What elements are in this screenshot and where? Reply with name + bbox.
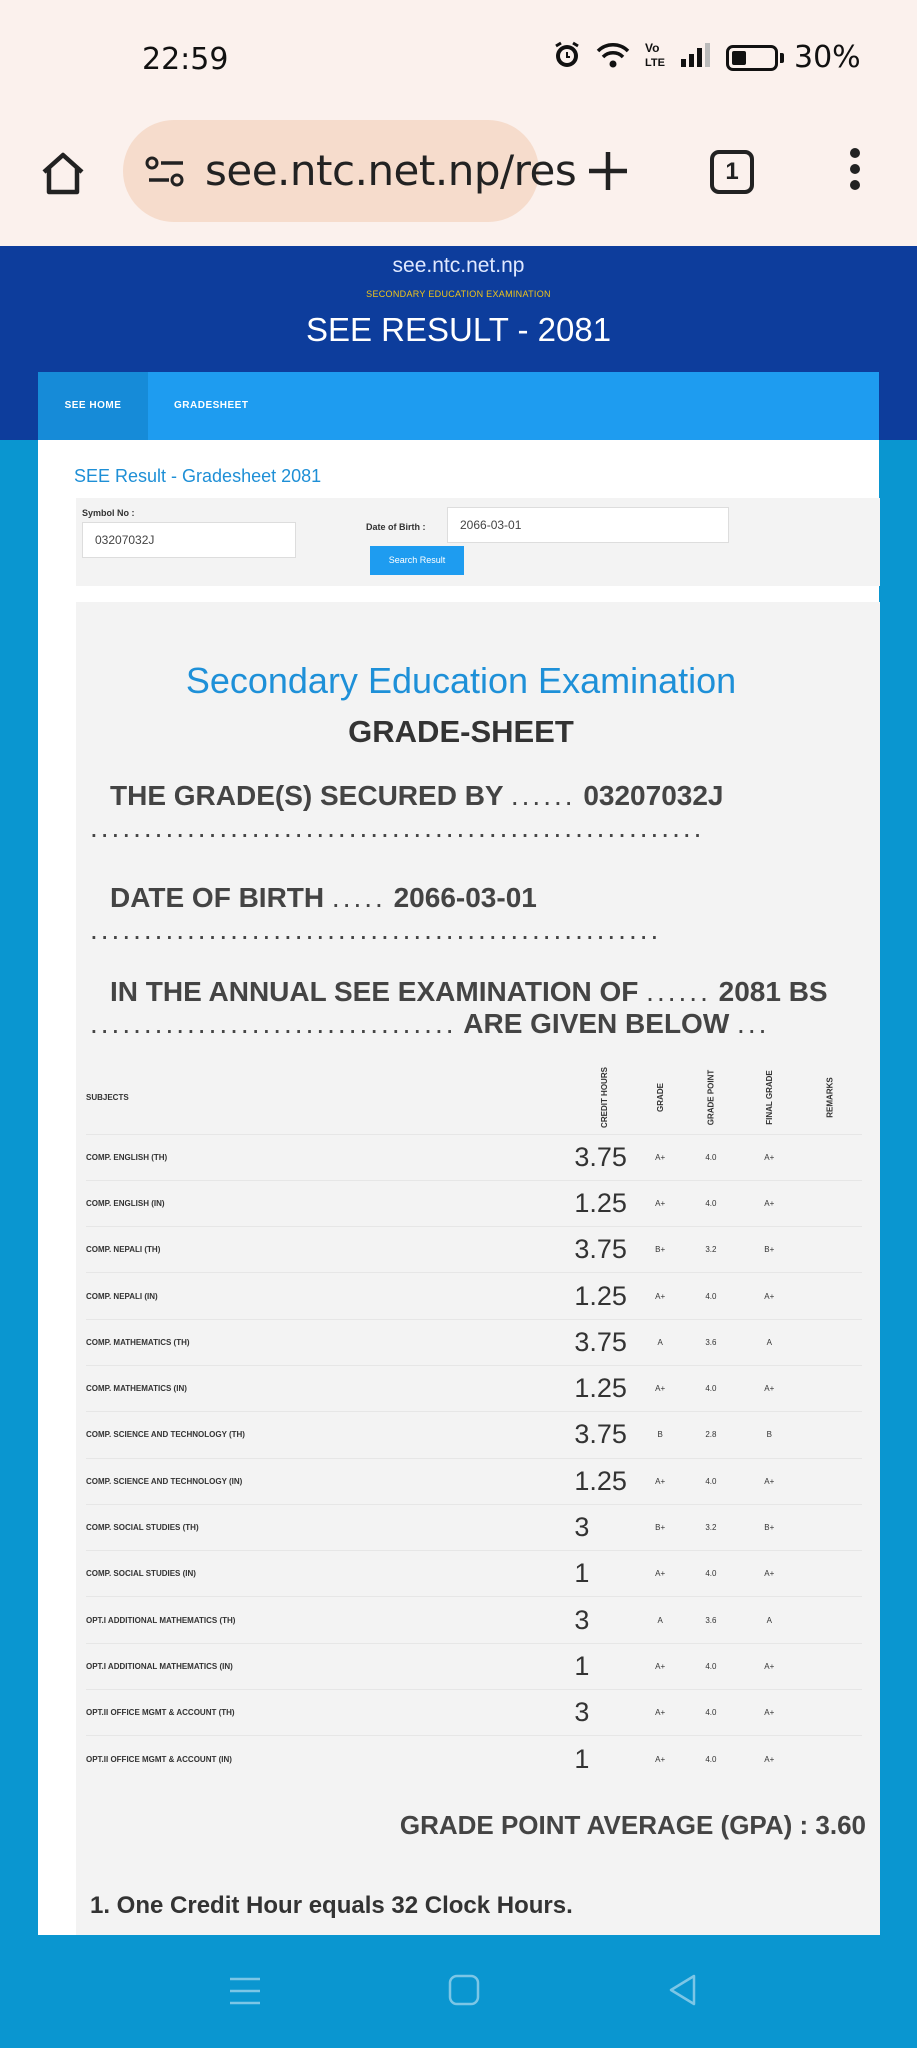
table-row — [86, 1319, 862, 1365]
final-grade-cell: A+ — [740, 1690, 798, 1736]
gradesheet — [76, 602, 880, 1935]
credit-hours-cell: 1 — [574, 1643, 639, 1689]
grades-table — [86, 1062, 862, 1782]
col-final-grade: FINAL GRADE — [764, 1070, 774, 1126]
gradesheet-heading: Secondary Education Examination — [185, 660, 737, 701]
wifi-icon — [596, 40, 630, 75]
site-header — [0, 246, 917, 372]
table-row — [86, 1551, 862, 1597]
nav-see-home[interactable]: SEE HOME — [38, 372, 148, 440]
remarks-cell — [798, 1690, 862, 1736]
status-time: 22:59 — [142, 42, 229, 77]
remarks-cell — [798, 1643, 862, 1689]
table-row — [86, 1134, 862, 1180]
final-grade-cell: A+ — [740, 1736, 798, 1782]
grade-point-cell: 4.0 — [681, 1365, 740, 1411]
table-row — [86, 1458, 862, 1504]
subject-cell: COMP. ENGLISH (IN) — [86, 1180, 574, 1226]
remarks-cell — [798, 1273, 862, 1319]
nav-gradesheet[interactable]: GRADESHEET — [174, 400, 249, 411]
subject-cell: COMP. MATHEMATICS (IN) — [86, 1365, 574, 1411]
final-grade-cell: A+ — [740, 1134, 798, 1180]
grade-point-cell: 3.2 — [681, 1504, 740, 1550]
table-row — [86, 1412, 862, 1458]
final-grade-cell: A+ — [740, 1180, 798, 1226]
grade-cell: B+ — [639, 1504, 681, 1550]
grade-cell: A+ — [639, 1643, 681, 1689]
exam-line: IN THE ANNUAL SEE EXAMINATION OF ...... 2081 BS .................................. ARE GIVEN BELOW ... — [90, 976, 828, 1039]
remarks-cell — [798, 1458, 862, 1504]
grade-cell: A+ — [639, 1690, 681, 1736]
col-remarks: REMARKS — [825, 1077, 835, 1118]
site-nav — [38, 372, 879, 440]
symbol-value: 03207032J — [583, 780, 724, 811]
grade-cell: A+ — [639, 1134, 681, 1180]
credit-hours-cell: 3 — [574, 1690, 639, 1736]
grade-cell: A — [639, 1319, 681, 1365]
subject-cell: COMP. MATHEMATICS (TH) — [86, 1319, 574, 1365]
more-menu-icon[interactable] — [845, 148, 865, 196]
home-nav-icon[interactable] — [447, 1973, 481, 2012]
credit-hours-cell: 1.25 — [574, 1365, 639, 1411]
gradesheet-subheading: GRADE-SHEET — [348, 714, 574, 749]
grade-cell: A+ — [639, 1458, 681, 1504]
credit-hours-cell: 3.75 — [574, 1319, 639, 1365]
table-row — [86, 1690, 862, 1736]
remarks-cell — [798, 1597, 862, 1643]
grade-point-cell: 3.6 — [681, 1597, 740, 1643]
remarks-cell — [798, 1180, 862, 1226]
gpa-line: GRADE POINT AVERAGE (GPA) : 3.60 — [399, 1810, 866, 1840]
subject-cell: COMP. SOCIAL STUDIES (IN) — [86, 1551, 574, 1597]
credit-hours-cell: 3.75 — [574, 1227, 639, 1273]
svg-text:Vo: Vo — [645, 41, 660, 55]
grade-point-cell: 4.0 — [681, 1690, 740, 1736]
table-header — [86, 1062, 862, 1134]
credit-hours-cell: 1.25 — [574, 1180, 639, 1226]
remarks-cell — [798, 1134, 862, 1180]
final-grade-cell: A+ — [740, 1643, 798, 1689]
svg-text:LTE: LTE — [645, 57, 665, 69]
grade-cell: B — [639, 1412, 681, 1458]
final-grade-cell: B+ — [740, 1504, 798, 1550]
site-title: SEE RESULT - 2081 — [305, 311, 612, 348]
secured-by-line: THE GRADE(S) SECURED BY ...... 03207032J ......................................................... — [90, 780, 724, 843]
final-grade-cell: B — [740, 1412, 798, 1458]
final-grade-cell: A+ — [740, 1365, 798, 1411]
subject-cell: COMP. ENGLISH (TH) — [86, 1134, 574, 1180]
grade-point-cell: 4.0 — [681, 1273, 740, 1319]
breadcrumb[interactable]: SEE Result - Gradesheet 2081 — [74, 466, 322, 486]
final-grade-cell: A — [740, 1597, 798, 1643]
alarm-icon — [552, 40, 582, 75]
remarks-cell — [798, 1551, 862, 1597]
grade-point-cell: 4.0 — [681, 1736, 740, 1782]
table-row — [86, 1180, 862, 1226]
table-row — [86, 1597, 862, 1643]
recents-icon[interactable] — [228, 1975, 262, 2012]
credit-hour-note: 1. One Credit Hour equals 32 Clock Hours. — [90, 1892, 573, 1919]
col-grade: GRADE — [655, 1083, 665, 1113]
symbol-input[interactable]: 03207032J — [82, 522, 296, 558]
remarks-cell — [798, 1365, 862, 1411]
col-credit-hours: CREDIT HOURS — [600, 1067, 610, 1129]
home-icon[interactable] — [38, 148, 88, 198]
site-settings-icon[interactable] — [145, 156, 187, 193]
system-nav-bar — [0, 1935, 917, 2048]
grade-point-cell: 4.0 — [681, 1458, 740, 1504]
search-result-button[interactable]: Search Result — [370, 546, 464, 575]
credit-hours-cell: 1 — [574, 1736, 639, 1782]
battery-icon — [726, 45, 778, 71]
battery-percent: 30% — [794, 40, 861, 75]
subject-cell: OPT.II OFFICE MGMT & ACCOUNT (TH) — [86, 1690, 574, 1736]
grade-cell: A — [639, 1597, 681, 1643]
site-domain: see.ntc.net.np — [392, 254, 525, 277]
grade-point-cell: 4.0 — [681, 1551, 740, 1597]
table-row — [86, 1227, 862, 1273]
subject-cell: OPT.I ADDITIONAL MATHEMATICS (TH) — [86, 1597, 574, 1643]
table-row — [86, 1365, 862, 1411]
credit-hours-cell: 3 — [574, 1597, 639, 1643]
subject-cell: COMP. SOCIAL STUDIES (TH) — [86, 1504, 574, 1550]
remarks-cell — [798, 1227, 862, 1273]
dob-input[interactable]: 2066-03-01 — [447, 507, 729, 543]
table-row — [86, 1736, 862, 1782]
grade-point-cell: 2.8 — [681, 1412, 740, 1458]
final-grade-cell: A+ — [740, 1458, 798, 1504]
symbol-label: Symbol No : — [82, 508, 135, 518]
subject-cell: OPT.II OFFICE MGMT & ACCOUNT (IN) — [86, 1736, 574, 1782]
status-bar — [0, 0, 917, 120]
grade-point-cell: 4.0 — [681, 1643, 740, 1689]
final-grade-cell: A+ — [740, 1551, 798, 1597]
remarks-cell — [798, 1504, 862, 1550]
back-icon[interactable] — [666, 1973, 700, 2012]
grade-cell: A+ — [639, 1273, 681, 1319]
tab-switcher-button[interactable]: 1 — [710, 150, 754, 194]
url-text[interactable]: see.ntc.net.np/res — [205, 146, 577, 195]
final-grade-cell: A+ — [740, 1273, 798, 1319]
credit-hours-cell: 1 — [574, 1551, 639, 1597]
content-card — [38, 440, 879, 1935]
col-subjects: SUBJECTS — [86, 1093, 129, 1103]
col-grade-point: GRADE POINT — [706, 1069, 716, 1126]
grade-cell: A+ — [639, 1180, 681, 1226]
grade-point-cell: 3.6 — [681, 1319, 740, 1365]
table-row — [86, 1273, 862, 1319]
credit-hours-cell: 3.75 — [574, 1134, 639, 1180]
dob-label: Date of Birth : — [366, 522, 426, 532]
grade-cell: A+ — [639, 1736, 681, 1782]
browser-toolbar — [0, 120, 917, 246]
final-grade-cell: B+ — [740, 1227, 798, 1273]
dob-value: 2066-03-01 — [393, 882, 537, 913]
credit-hours-cell: 3 — [574, 1504, 639, 1550]
grade-cell: B+ — [639, 1227, 681, 1273]
remarks-cell — [798, 1319, 862, 1365]
subject-cell: COMP. NEPALI (IN) — [86, 1273, 574, 1319]
subject-cell: COMP. NEPALI (TH) — [86, 1227, 574, 1273]
table-row — [86, 1643, 862, 1689]
table-row — [86, 1504, 862, 1550]
final-grade-cell: A — [740, 1319, 798, 1365]
address-bar[interactable] — [123, 120, 577, 222]
grade-cell: A+ — [639, 1551, 681, 1597]
subject-cell: OPT.I ADDITIONAL MATHEMATICS (IN) — [86, 1643, 574, 1689]
status-icons — [552, 40, 861, 75]
grade-cell: A+ — [639, 1365, 681, 1411]
credit-hours-cell: 1.25 — [574, 1458, 639, 1504]
remarks-cell — [798, 1412, 862, 1458]
volte-icon — [644, 40, 666, 75]
signal-icon — [680, 42, 712, 73]
grade-point-cell: 4.0 — [681, 1134, 740, 1180]
gpa-value: 3.60 — [815, 1810, 866, 1840]
credit-hours-cell: 3.75 — [574, 1412, 639, 1458]
grade-point-cell: 3.2 — [681, 1227, 740, 1273]
dob-line: DATE OF BIRTH ..... 2066-03-01 ..................................................... — [90, 882, 662, 945]
subject-cell: COMP. SCIENCE AND TECHNOLOGY (TH) — [86, 1412, 574, 1458]
exam-year: 2081 BS — [718, 976, 828, 1007]
subject-cell: COMP. SCIENCE AND TECHNOLOGY (IN) — [86, 1458, 574, 1504]
remarks-cell — [798, 1736, 862, 1782]
site-exam-name: SECONDARY EDUCATION EXAMINATION — [366, 289, 551, 299]
new-tab-icon[interactable] — [585, 148, 631, 194]
credit-hours-cell: 1.25 — [574, 1273, 639, 1319]
grade-point-cell: 4.0 — [681, 1180, 740, 1226]
search-form — [76, 498, 880, 586]
